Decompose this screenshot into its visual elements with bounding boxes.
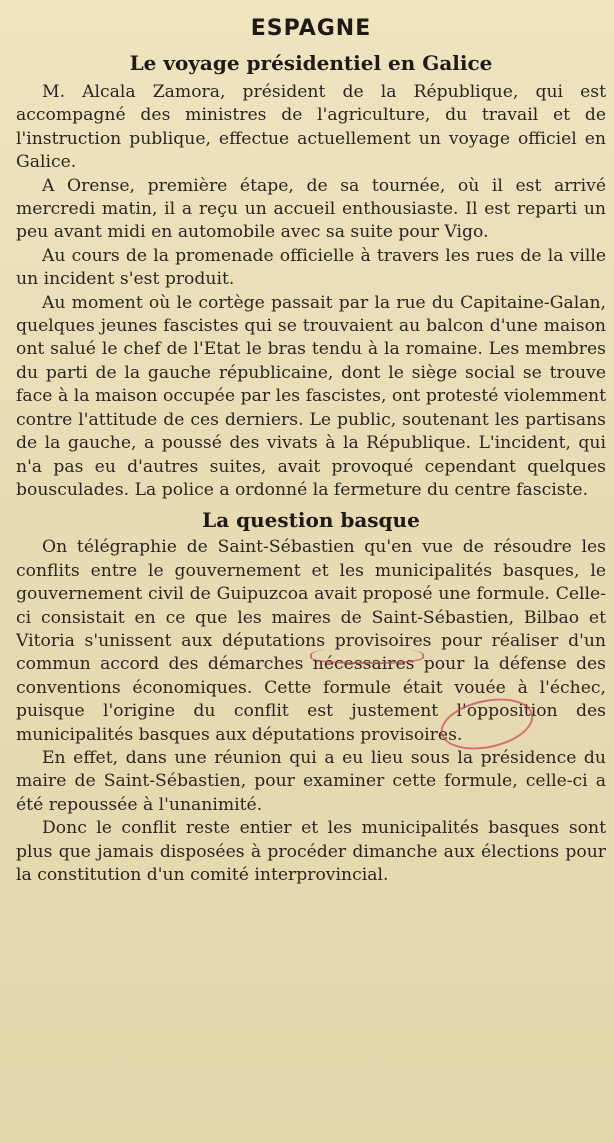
- article-title-basque: La question basque: [202, 508, 420, 533]
- article-paragraph: En effet, dans une réunion qui a eu lieu sous la présidence du maire de Saint-Sébastien, pour examiner cette formule, celle-ci a été repoussée à l'unanimité.: [16, 747, 606, 815]
- article-paragraph: On télégraphie de Saint-Sébastien qu'en vue de résoudre les conflits entre le gouvernement et les municipalités basques, le gouvernement civil de Guipuzcoa avait proposé une formule. Celle-ci consistait en ce que les maires de Saint-Sébastien, Bilbao et Vitoria s'unissent aux députations provisoires pour réaliser d'un commun accord des démarches nécessaires pour la défense des conventions économiques. Cette formule était vouée à l'échec, puisque l'origine du conflit est justement l'opposition des municipalités basques aux députations provisoires.: [16, 537, 606, 745]
- section-title: ESPAGNE: [250, 16, 372, 41]
- article-title-galice: Le voyage présidentiel en Galice: [129, 51, 493, 75]
- article-paragraph: A Orense, première étape, de sa tournée, où il est arrivé mercredi matin, il a reçu un accueil enthousiaste. Il est reparti un peu avant midi en automobile avec sa suite pour Vigo.: [16, 175, 606, 243]
- article-paragraph: M. Alcala Zamora, président de la République, qui est accompagné des ministres de l'agriculture, du travail et de l'instruction publique, effectue actuellement un voyage officiel en Galice.: [16, 82, 606, 173]
- article-paragraph: Au cours de la promenade officielle à travers les rues de la ville un incident s'est produit.: [16, 245, 606, 290]
- article-paragraph: Au moment où le cortège passait par la rue du Capitaine-Galan, quelques jeunes fascistes qui se trouvaient au balcon d'une maison ont salué le chef de l'Etat le bras tendu à la romaine. Les membres du parti de la gauche républicaine, dont le siège social se trouve face à la maison occupée par les fascistes, ont protesté violemment contre l'attitude de ces derniers. Le public, soutenant les partisans de la gauche, a poussé des vivats à la République. L'incident, qui n'a pas eu d'autres suites, avait provoqué cependant quelques bousculades. La police a ordonné la fermeture du centre fasciste.: [16, 292, 606, 500]
- article-paragraph: Donc le conflit reste entier et les municipalités basques sont plus que jamais disposées à procéder dimanche aux élections pour la constitution d'un comité interprovincial.: [16, 818, 606, 885]
